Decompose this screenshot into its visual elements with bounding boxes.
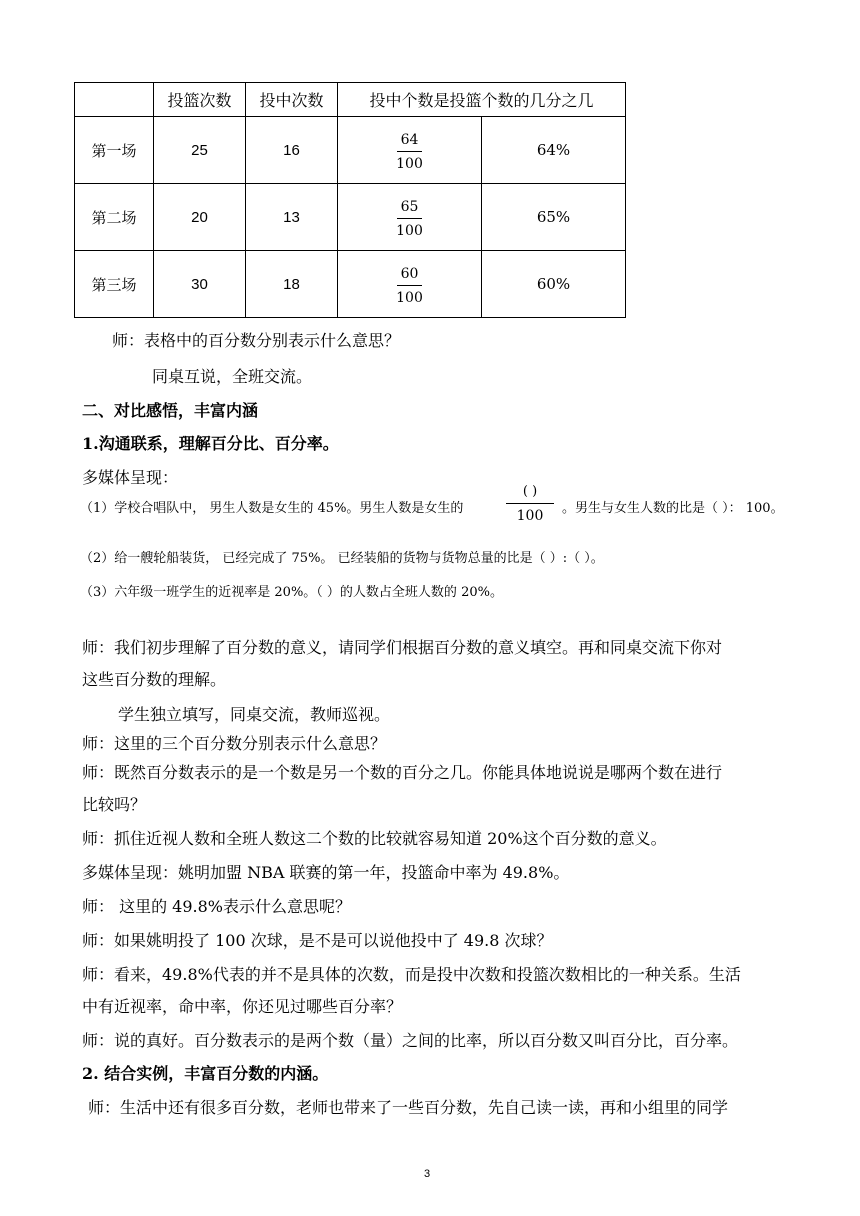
hits-cell: 18 bbox=[246, 251, 338, 318]
blank-fraction-numerator: ( ) bbox=[506, 484, 554, 504]
fraction-numerator: 64 bbox=[397, 133, 423, 152]
table-row bbox=[75, 251, 626, 318]
paragraph: 师：说的真好。百分数表示的是两个数（量）之间的比率，所以百分数又叫百分比，百分率。 bbox=[82, 1031, 739, 1050]
paragraph: 这些百分数的理解。 bbox=[82, 670, 227, 689]
header-fraction: 投中个数是投篮个数的几分之几 bbox=[338, 83, 626, 117]
percent-cell: 65% bbox=[482, 184, 626, 251]
section-heading: 二、对比感悟，丰富内涵 bbox=[82, 401, 259, 420]
row-label: 第三场 bbox=[75, 251, 154, 318]
header-shots: 投篮次数 bbox=[154, 83, 246, 117]
hits-cell: 13 bbox=[246, 184, 338, 251]
question-2: （2）给一艘轮船装货， 已经完成了 75%。 已经装船的货物与货物总量的比是（ ）:（ ）。 bbox=[80, 551, 604, 566]
fraction-denominator: 100 bbox=[396, 289, 423, 306]
fraction-denominator: 100 bbox=[396, 155, 423, 172]
shots-cell: 30 bbox=[154, 251, 246, 318]
paragraph: 师： 这里的 49.8%表示什么意思呢？ bbox=[82, 897, 352, 916]
fraction-cell bbox=[338, 251, 482, 318]
page-number: 3 bbox=[424, 1168, 431, 1180]
fraction-numerator: 65 bbox=[397, 200, 423, 219]
row-label: 第一场 bbox=[75, 117, 154, 184]
paragraph: 师：这里的三个百分数分别表示什么意思？ bbox=[82, 734, 387, 753]
fraction bbox=[396, 133, 423, 171]
fraction-cell bbox=[338, 184, 482, 251]
paragraph: 师：看来，49.8%代表的并不是具体的次数，而是投中次数和投篮次数相比的一种关系。生活 bbox=[82, 965, 741, 984]
header-empty bbox=[75, 83, 154, 117]
question-3: （3）六年级一班学生的近视率是 20%。（ ）的人数占全班人数的 20%。 bbox=[80, 585, 503, 600]
shots-cell: 25 bbox=[154, 117, 246, 184]
fraction-numerator: 60 bbox=[397, 267, 423, 286]
paragraph: 师：既然百分数表示的是一个数是另一个数的百分之几。你能具体地说说是哪两个数在进行 bbox=[82, 763, 723, 782]
percent-cell: 60% bbox=[482, 251, 626, 318]
paragraph: 比较吗？ bbox=[82, 795, 147, 814]
row-label: 第二场 bbox=[75, 184, 154, 251]
question-1-part-a: （1）学校合唱队中， 男生人数是女生的 45%。男生人数是女生的 bbox=[80, 501, 464, 516]
paragraph: 同桌互说，全班交流。 bbox=[152, 367, 313, 386]
table-row bbox=[75, 184, 626, 251]
percent-cell: 64% bbox=[482, 117, 626, 184]
header-hits: 投中次数 bbox=[246, 83, 338, 117]
paragraph: 多媒体呈现： bbox=[82, 468, 179, 487]
basketball-table bbox=[74, 82, 626, 318]
fraction-cell bbox=[338, 117, 482, 184]
blank-fraction bbox=[506, 484, 554, 524]
hits-cell: 16 bbox=[246, 117, 338, 184]
paragraph: 学生独立填写，同桌交流，教师巡视。 bbox=[118, 705, 391, 724]
table-row bbox=[75, 117, 626, 184]
shots-cell: 20 bbox=[154, 184, 246, 251]
paragraph: 师：表格中的百分数分别表示什么意思？ bbox=[112, 331, 401, 350]
blank-fraction-denominator: 100 bbox=[516, 508, 544, 524]
question-1-part-b: 。男生与女生人数的比是（ ）： 100。 bbox=[562, 501, 784, 516]
paragraph: 师：我们初步理解了百分数的意义，请同学们根据百分数的意义填空。再和同桌交流下你对 bbox=[82, 638, 723, 657]
subsection-heading: 1.沟通联系，理解百分比、百分率。 bbox=[82, 434, 339, 453]
paragraph: 师：抓住近视人数和全班人数这二个数的比较就容易知道 20%这个百分数的意义。 bbox=[82, 829, 667, 848]
paragraph: 多媒体呈现：姚明加盟 NBA 联赛的第一年，投篮命中率为 49.8%。 bbox=[82, 863, 570, 882]
paragraph: 中有近视率，命中率，你还见过哪些百分率？ bbox=[82, 997, 403, 1016]
paragraph: 师：如果姚明投了 100 次球，是不是可以说他投中了 49.8 次球？ bbox=[82, 931, 553, 950]
subsection-heading: 2. 结合实例，丰富百分数的内涵。 bbox=[82, 1064, 329, 1083]
fraction-denominator: 100 bbox=[396, 222, 423, 239]
fraction bbox=[396, 200, 423, 238]
paragraph: 师：生活中还有很多百分数，老师也带来了一些百分数，先自己读一读，再和小组里的同学 bbox=[88, 1098, 729, 1117]
fraction bbox=[396, 267, 423, 305]
table-header-row bbox=[75, 83, 626, 117]
